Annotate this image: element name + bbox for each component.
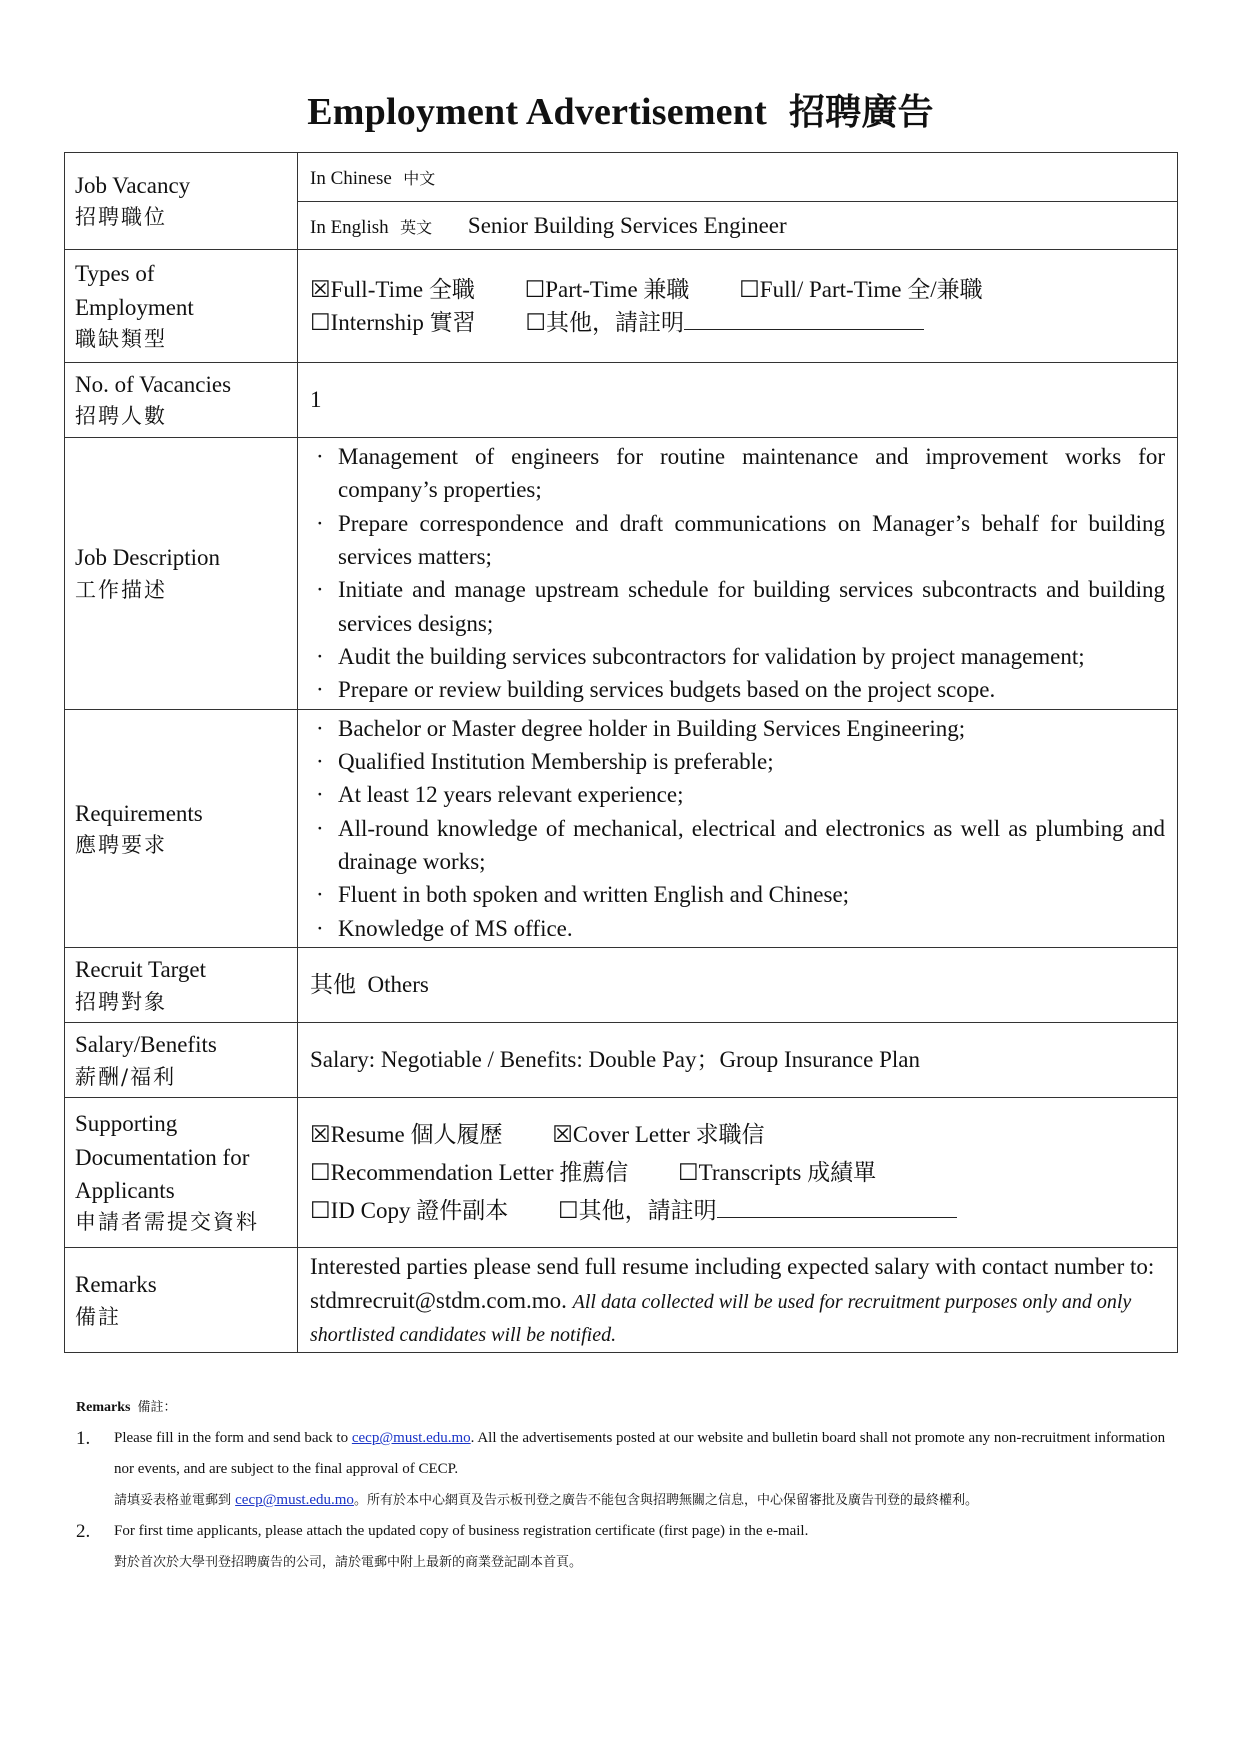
job-description-label-zh: 工作描述 [75, 577, 167, 602]
remarks-note: All data collected will be used for recruitment purposes only and only shortlisted candidates will be notified. [310, 1290, 1132, 1346]
requirement-item: · Knowledge of MS office. [310, 912, 1165, 945]
checkbox-full-time[interactable]: ☒Full-Time 全職 [310, 276, 475, 302]
checkbox-part-time[interactable]: ☐Part-Time 兼職 [524, 276, 690, 302]
remarks-label [65, 1248, 298, 1353]
checkbox-id-copy[interactable]: ☐ID Copy 證件副本 [310, 1197, 509, 1223]
job-description-item: · Prepare correspondence and draft communications on Manager’s behalf for building services matters; [310, 507, 1165, 574]
documents-label-en-1: Supporting [75, 1111, 178, 1137]
checkbox-resume[interactable]: ☒Resume 個人履歷 [310, 1121, 503, 1147]
employment-type-label-en-1: Types of [75, 261, 155, 287]
vacancies-label-zh: 招聘人數 [75, 404, 167, 429]
documents-label-zh: 申請者需提交資料 [75, 1210, 259, 1235]
chinese-label: In Chinese [310, 168, 392, 190]
job-description-item: · Initiate and manage upstream schedule for building services subcontracts and building services designs; [310, 573, 1165, 640]
job-vacancy-label-en: Job Vacancy [75, 173, 191, 199]
checkbox-full-part-time[interactable]: ☐Full/ Part-Time 全/兼職 [739, 276, 983, 302]
note-item-2: 2. For first time applicants, please attach the updated copy of business registration certificate (first page) in the e-mail. 對於首次於大學刊登招聘廣告的公司，請於電郵中附上最新的商業登記副本首頁。 [76, 1521, 809, 1570]
other-document-blank[interactable] [717, 1197, 957, 1218]
checkbox-transcripts[interactable]: ☐Transcripts 成績單 [678, 1159, 877, 1185]
checkbox-cover-letter[interactable]: ☒Cover Letter 求職信 [552, 1121, 765, 1147]
salary-label-zh: 薪酬/福利 [75, 1064, 177, 1089]
footer-notes [76, 1392, 1176, 1578]
requirements-label-en: Requirements [75, 800, 203, 826]
notes-header: Remarks 備註： [76, 1400, 177, 1415]
title-en: Employment Advertisement [307, 91, 767, 133]
english-label-zh: 英文 [400, 217, 433, 237]
documents-label-en-3: Applicants [75, 1178, 175, 1204]
remarks-text: Interested parties please send full resume including expected salary with contact number to: stdmrecruit@stdm.com.mo. [310, 1254, 1155, 1313]
recruit-target-label [65, 948, 298, 1023]
requirement-item: · All-round knowledge of mechanical, electrical and electronics as well as plumbing and drainage works; [310, 812, 1165, 879]
recruit-target-label-en: Recruit Target [75, 957, 207, 983]
vacancies-label-en: No. of Vacancies [75, 372, 232, 398]
requirement-item: · At least 12 years relevant experience; [310, 778, 1165, 811]
job-description-label [65, 438, 298, 710]
requirements-label [65, 709, 298, 947]
documents-options [298, 1098, 1178, 1248]
requirement-item: · Fluent in both spoken and written English and Chinese; [310, 878, 1165, 911]
job-description-item: · Management of engineers for routine maintenance and improvement works for company’s properties; [310, 440, 1165, 507]
documents-label [65, 1098, 298, 1248]
chinese-label-zh: 中文 [403, 169, 436, 189]
vacancies-label [65, 363, 298, 438]
remarks-label-zh: 備註 [75, 1304, 121, 1329]
recruit-target-value[interactable]: 其他 Others [298, 948, 1178, 1023]
remarks-value [298, 1248, 1178, 1353]
requirements-label-zh: 應聘要求 [75, 832, 167, 857]
email-link-zh[interactable]: cecp@must.edu.mo [235, 1492, 354, 1508]
job-vacancy-label [65, 153, 298, 250]
employment-type-label-en-2: Employment [75, 294, 194, 320]
recruit-target-label-zh: 招聘對象 [75, 989, 167, 1014]
job-description-label-en: Job Description [75, 545, 221, 571]
employment-type-options [298, 250, 1178, 363]
checkbox-internship[interactable]: ☐Internship 實習 [310, 310, 476, 335]
checkbox-recommendation-letter[interactable]: ☐Recommendation Letter 推薦信 [310, 1159, 629, 1185]
note-item-1: 1. Please fill in the form and send back to cecp@must.edu.mo. All the advertisements posted at our website and bulletin board shall not promote any non-recruitment information nor events, and are subject to the final approval of CECP. 請填妥表格並電郵到 cecp@must.edu.mo。所有於本中心網頁及告示板刊登之廣告不能包含與招聘無關之信息，中心保留審批及廣告刊登的最終權利。 [76, 1428, 1166, 1508]
advertisement-form [64, 152, 1178, 1353]
job-vacancy-english-field[interactable] [298, 202, 1178, 250]
email-link[interactable]: cecp@must.edu.mo [351, 1430, 471, 1446]
checkbox-other-employment[interactable]: ☐其他，請註明 [525, 306, 924, 339]
vacancies-value[interactable]: 1 [298, 363, 1178, 438]
checkbox-other-document[interactable]: ☐其他，請註明 [558, 1192, 957, 1230]
job-vacancy-label-zh: 招聘職位 [75, 205, 167, 230]
page-title [0, 84, 1241, 135]
salary-value[interactable]: Salary: Negotiable / Benefits: Double Pay；Group Insurance Plan [298, 1023, 1178, 1098]
job-description-value [298, 438, 1178, 710]
requirement-item: · Qualified Institution Membership is preferable; [310, 745, 1165, 778]
salary-label-en: Salary/Benefits [75, 1032, 217, 1058]
employment-type-label-zh: 職缺類型 [75, 327, 167, 352]
documents-label-en-2: Documentation for [75, 1144, 250, 1170]
title-zh: 招聘廣告 [788, 91, 934, 133]
salary-label [65, 1023, 298, 1098]
requirements-value [298, 709, 1178, 947]
employment-type-label [65, 250, 298, 363]
job-description-item: · Audit the building services subcontractors for validation by project management; [310, 640, 1165, 673]
remarks-label-en: Remarks [75, 1272, 157, 1298]
english-value: Senior Building Services Engineer [467, 212, 787, 238]
requirement-item: · Bachelor or Master degree holder in Building Services Engineering; [310, 712, 1165, 745]
english-label: In English [310, 216, 389, 238]
job-description-item: · Prepare or review building services budgets based on the project scope. [310, 673, 1165, 706]
job-vacancy-chinese-field[interactable] [298, 153, 1178, 202]
other-employment-blank[interactable] [684, 309, 924, 330]
